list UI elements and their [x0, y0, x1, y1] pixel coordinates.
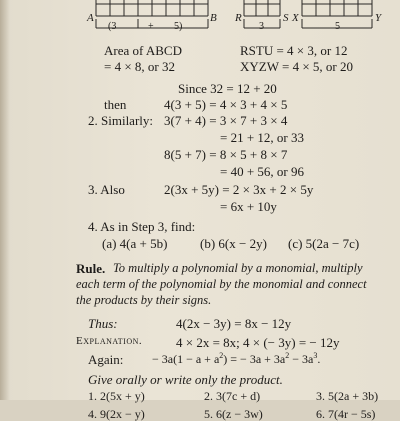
step4-heading: 4. As in Step 3, find:: [88, 219, 196, 234]
step2-line4: = 40 + 56, or 96: [220, 164, 304, 179]
xyzw-dimension: 5: [335, 21, 340, 32]
exercise-5: 5. 6(z − 3w): [204, 407, 263, 421]
then-label: then: [104, 97, 127, 112]
label-y: Y: [375, 12, 382, 24]
label-b: B: [210, 12, 217, 24]
exercise-6: 6. 7(4r − 5s): [316, 407, 376, 421]
again-expression: − $3a(1 - a + a^2)$ = − $3a + 3a^2 - 3a^3$.: [152, 351, 321, 366]
label-a: A: [87, 12, 94, 24]
label-x: X: [292, 12, 299, 24]
step4-item-b: (b) 6(x − 2y): [200, 236, 267, 251]
step3-label: 3. Also: [88, 182, 125, 197]
label-s: S: [283, 12, 289, 24]
area-abcd-line2: = 4 × 8, or 32: [104, 59, 175, 74]
step2-line1: 3(7 + 4) = 3 × 7 + 3 × 4: [164, 113, 288, 128]
area-xyzw: XYZW = 4 × 5, or 20: [240, 59, 353, 74]
step4-item-a: (a) 4(a + 5b): [102, 236, 168, 251]
exercise-heading: Give orally or write only the product.: [88, 372, 283, 387]
rule-line1: To multiply a polynomial by a monomial, multiply: [113, 261, 363, 275]
step2-label: 2. Similarly:: [88, 113, 153, 128]
area-rstu: RSTU = 4 × 3, or 12: [240, 43, 348, 58]
step3-line2: = 6x + 10y: [220, 199, 277, 214]
exercise-3: 3. 5(2a + 3b): [316, 389, 379, 403]
dimension-close: 5): [174, 21, 183, 32]
then-expression: 4(3 + 5) = 4 × 3 + 4 × 5: [164, 97, 288, 112]
thus-expression: 4(2x − 3y) = 8x − 12y: [176, 316, 292, 331]
explanation-label: Explanation.: [76, 335, 143, 347]
page-spine-shadow: [0, 0, 10, 400]
dimension-open: (3: [108, 21, 117, 32]
rstu-dimension: 3: [259, 21, 264, 32]
rule-label: Rule.: [76, 261, 106, 276]
since-line: Since 32 = 12 + 20: [178, 81, 277, 96]
area-abcd-line1: Area of ABCD: [104, 43, 182, 58]
step2-line2: = 21 + 12, or 33: [220, 130, 304, 145]
exercise-4: 4. 9(2x − y): [88, 407, 145, 421]
thus-label: Thus:: [88, 316, 118, 331]
step2-line3: 8(5 + 7) = 8 × 5 + 8 × 7: [164, 147, 288, 162]
exercise-1: 1. 2(5x + y): [88, 389, 145, 403]
step3-line1: 2(3x + 5y) = 2 × 3x + 2 × 5y: [164, 182, 314, 197]
exercise-2: 2. 3(7c + d): [204, 389, 261, 403]
label-r: R: [235, 12, 242, 24]
rectangle-figures: [0, 0, 400, 40]
step4-item-c: (c) 5(2a − 7c): [288, 236, 360, 251]
rule-line3: the products by their signs.: [76, 293, 212, 307]
rule-line2: each term of the polynomial by the monomial and connect: [76, 277, 367, 291]
explanation-expression: 4 × 2x = 8x; 4 × (− 3y) = − 12y: [176, 335, 340, 350]
again-label: Again:: [88, 352, 124, 367]
dimension-plus: +: [148, 21, 154, 32]
